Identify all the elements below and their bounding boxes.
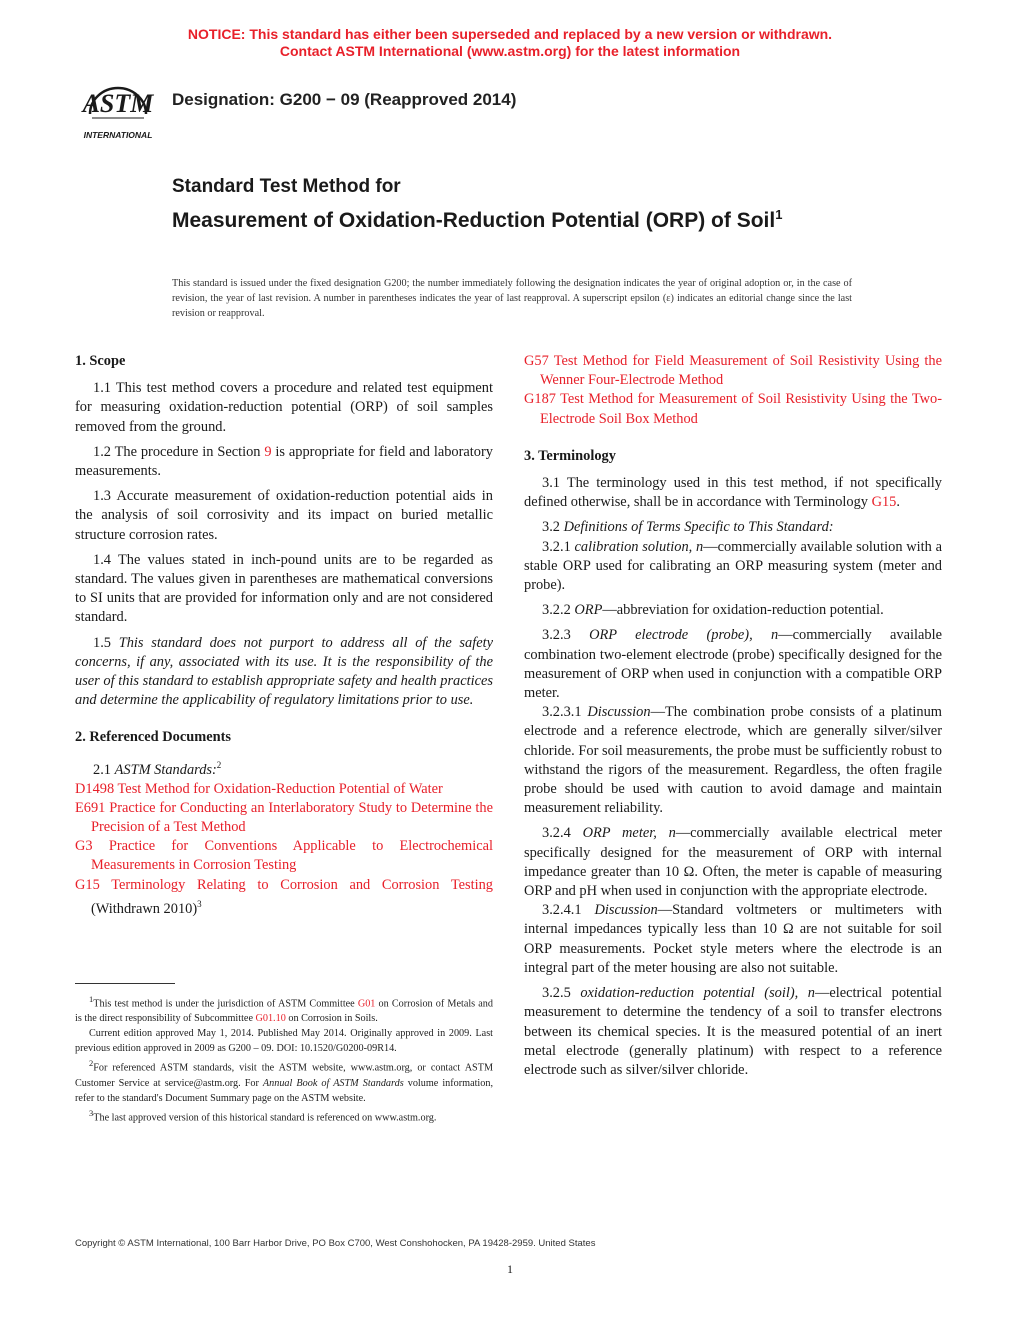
committee-g01-link[interactable]: G01: [357, 998, 376, 1010]
term-3-2-2-num: 3.2.2: [542, 602, 575, 619]
term-3-2-3-1: [524, 703, 942, 818]
notice-line-1: NOTICE: This standard has either been superseded and replaced by a new version or withdrawn.: [187, 26, 833, 42]
term-3-2-1-def: —commercially available solution with a stable ORP used for calibrating an ORP measuring system (meter and probe).: [524, 538, 942, 594]
term-3-2-4-term: ORP meter, n: [582, 825, 676, 842]
term-3-2-4-1-num: 3.2.4.1: [542, 902, 595, 919]
terminology-g15-link[interactable]: G15: [871, 494, 897, 511]
term-3-2-3-term: ORP electrode (probe), n: [589, 627, 779, 644]
term-3-2-4-1-def: —Standard voltmeters or multimeters with internal impedances typically less than 10 Ω are not suitable for soil ORP measurements. Pocket style meters where the electrode is an integral part of the meter housing are also not suitable.: [524, 902, 943, 976]
term-3-2-text: Definitions of Terms Specific to This Standard:: [563, 519, 834, 536]
ref-item: [75, 780, 493, 799]
term-3-2-1-term: calibration solution, n: [574, 538, 704, 555]
ref-title-g3[interactable]: Practice for Conventions Applicable to Electrochemical Measurements in Corrosion Testing: [91, 838, 493, 874]
scope-1-3: 1.3 Accurate measurement of oxidation-reduction potential aids in the analysis of soil corrosivity and its impact on buried metallic structure corrosion rates.: [75, 488, 493, 543]
term-3-2-2: [524, 601, 942, 620]
term-3-2-1-num: 3.2.1: [542, 538, 575, 555]
copyright: Copyright © ASTM International, 100 Barr Harbor Drive, PO Box C700, West Conshohocken, PA 19428-2959. United States: [75, 1238, 596, 1249]
term-3-2-3-1-term: Discussion: [587, 704, 651, 721]
footnote-2-text-a: For referenced ASTM standards, visit the ASTM website, www.astm.org, or contact ASTM Customer Service at service@astm.org. For: [75, 1062, 493, 1089]
refs-2-1-num: 2.1: [93, 761, 115, 778]
notice-banner: [0, 26, 1020, 60]
ref-title-e691[interactable]: Practice for Conducting an Interlaboratory Study to Determine the Precision of a Test Method: [91, 799, 493, 836]
term-3-1-text-b: .: [896, 494, 900, 511]
term-3-2-5-term: oxidation-reduction potential (soil), n: [580, 985, 815, 1002]
ref-title-g15[interactable]: Terminology Relating to Corrosion and Corrosion Testing: [99, 876, 493, 893]
term-3-2-4-1: [524, 901, 942, 978]
ref-item: [75, 876, 493, 919]
scope-1-2: [75, 443, 493, 481]
ref-title-d1498[interactable]: Test Method for Oxidation-Reduction Potential of Water: [114, 780, 443, 797]
title-footnote-mark: 1: [775, 207, 783, 222]
footnote-2-book: Annual Book of ASTM Standards: [262, 1077, 404, 1089]
footnote-3-mark: 3: [89, 1107, 94, 1118]
term-3-2-4: [524, 824, 942, 901]
right-column: [524, 352, 942, 1086]
footnote-2-mark: 2: [89, 1058, 94, 1069]
footnotes: [75, 992, 493, 1125]
logo-sub: INTERNATIONAL: [83, 130, 153, 140]
scope-1-5: [75, 634, 493, 711]
footnote-1: [75, 992, 493, 1026]
scope-1-2-text-b: is appropriate for field and laboratory measurements.: [75, 443, 493, 480]
footnote-3-text: The last approved version of this historical standard is referenced on www.astm.org.: [93, 1112, 437, 1124]
term-3-2-num: 3.2: [542, 519, 564, 536]
ref-footnote-mark: 3: [197, 898, 202, 909]
astm-logo-icon: [78, 74, 158, 146]
ref-item: [75, 799, 493, 837]
term-3-2-5: [524, 984, 942, 1080]
term-3-2-3-1-num: 3.2.3.1: [542, 704, 588, 721]
ref-link-g3[interactable]: G3: [75, 838, 93, 855]
term-3-2-2-def: —abbreviation for oxidation-reduction potential.: [602, 602, 884, 619]
term-3-2-1: [524, 538, 942, 596]
title-main: Measurement of Oxidation-Reduction Potential (ORP) of Soil: [172, 209, 776, 232]
ref-link-d1498[interactable]: D1498: [75, 780, 115, 797]
page-number: 1: [507, 1262, 513, 1276]
notice-line-2: Contact ASTM International (www.astm.org) for the latest information: [279, 43, 741, 59]
designation: Designation: G200 − 09 (Reapproved 2014): [172, 90, 517, 109]
term-3-2-5-def: —electrical potential measurement to determine the tendency of a soil to transfer electrons between its chemical species. It is the measured potential of an inert metal electrode (generally platinum) with respect to a reference electrode such as silver/silver chloride.: [524, 985, 942, 1078]
scope-1-2-text-a: 1.2 The procedure in Section: [93, 443, 265, 460]
ref-title-g187[interactable]: Test Method for Measurement of Soil Resistivity Using the Two-Electrode Soil Box Method: [540, 391, 942, 427]
scope-1-4: 1.4 The values stated in inch-pound units are to be regarded as standard. The values given in parentheses are mathematical conversions to SI units that are provided for information only and are not considered standard.: [75, 551, 493, 626]
scope-heading: 1. Scope: [75, 353, 126, 369]
ref-link-e691[interactable]: E691: [75, 799, 106, 816]
ref-link-g15[interactable]: G15: [75, 876, 100, 893]
footnote-1-text-b: on Corrosion of Metals and is the direct responsibility of Subcommittee: [75, 998, 493, 1025]
issued-note: This standard is issued under the fixed designation G200; the number immediately following the designation indicates the year of original adoption or, in the case of revision, the year of last revision. A number in parentheses indicates the year of last reapproval. A superscript epsilon (ε) indicates an editorial change since the last revision or reapproval.: [172, 278, 852, 319]
term-3-2-4-def: —commercially available electrical meter specifically designed for the measurement of ORP with internal impedance greater than 10 Ω. Often, the meter is capable of measuring ORP and pH when used in conjunction with the appropriate electrode.: [524, 825, 942, 900]
footnote-1-edition: Current edition approved May 1, 2014. Published May 2014. Originally approved in 2009. Last previous edition approved in 2009 as G200 – 09. DOI: 10.1520/G0200-09R14.: [75, 1028, 493, 1055]
terminology-heading: 3. Terminology: [524, 447, 616, 464]
term-3-1: [524, 474, 942, 512]
title-line-2: [172, 202, 852, 234]
term-3-2-5-num: 3.2.5: [542, 985, 581, 1002]
footnote-1-mark: 1: [89, 994, 94, 1004]
subcommittee-link[interactable]: G01.10: [255, 1013, 286, 1025]
footnote-2-text-b: volume information, refer to the standard's Document Summary page on the ASTM website.: [75, 1077, 493, 1104]
scope-1-5-text: This standard does not purport to address all of the safety concerns, if any, associated with its use. It is the responsibility of the user of this standard to establish appropriate safety and health practices and determine the applicability of regulatory limitations prior to use.: [75, 634, 493, 709]
footnote-1-text-a: This test method is under the jurisdiction of ASTM Committee: [93, 998, 358, 1010]
left-column: [75, 352, 493, 919]
term-3-2-3-1-def: —The combination probe consists of a platinum electrode and a reference electrode, which are generally silver/silver chloride. For soil measurements, the probe must be sufficiently robust to withstand the rigors of the measurement. Regardless, the often fragile probe should be used with caution to avoid damage and maintain measurement reliability.: [524, 704, 942, 817]
ref-item: [75, 837, 493, 875]
scope-1-1: 1.1 This test method covers a procedure and related test equipment for measuring oxidation-reduction potential (ORP) of soil samples removed from the ground.: [75, 380, 493, 435]
term-3-2-4-num: 3.2.4: [542, 825, 583, 842]
refs-2-1-mark: 2: [216, 759, 222, 770]
ref-link-g57[interactable]: G57: [524, 353, 549, 369]
term-3-2: [524, 518, 942, 537]
term-3-2-3-num: 3.2.3: [542, 627, 590, 644]
ref-link-g187[interactable]: G187: [524, 391, 556, 408]
term-3-1-text-a: 3.1 The terminology used in this test method, if not specifically defined otherwise, shall be in accordance with Terminology: [524, 475, 942, 511]
footnote-rule: [75, 983, 175, 984]
term-3-2-2-term: ORP: [574, 602, 603, 619]
term-3-2-3-def: —commercially available combination two-element electrode (probe) specifically designed for the measurement of ORP when used in conjunction with a compatible ORP meter.: [524, 627, 942, 702]
ref-item: [524, 390, 942, 428]
scope-1-5-num: 1.5: [93, 634, 119, 651]
footnote-2: [75, 1056, 493, 1105]
term-3-2-3: [524, 626, 942, 703]
title-line-1: Standard Test Method for: [172, 176, 401, 197]
ref-item: [524, 352, 942, 390]
ref-title-g57[interactable]: Test Method for Field Measurement of Soil Resistivity Using the Wenner Four-Electrode Method: [540, 353, 942, 389]
refs-2-1-text: ASTM Standards:: [114, 761, 217, 778]
footnote-3: [75, 1106, 493, 1125]
footnote-1-text-c: on Corrosion in Soils.: [285, 1013, 378, 1025]
term-3-2-4-1-term: Discussion: [594, 902, 658, 919]
refs-2-1: [75, 756, 493, 780]
ref-withdrawn-note: (Withdrawn 2010): [91, 900, 198, 917]
refs-heading: 2. Referenced Documents: [75, 729, 231, 746]
astm-logo: [78, 74, 158, 146]
logo-word: ASTM: [82, 89, 154, 118]
section-9-link[interactable]: 9: [264, 443, 272, 460]
